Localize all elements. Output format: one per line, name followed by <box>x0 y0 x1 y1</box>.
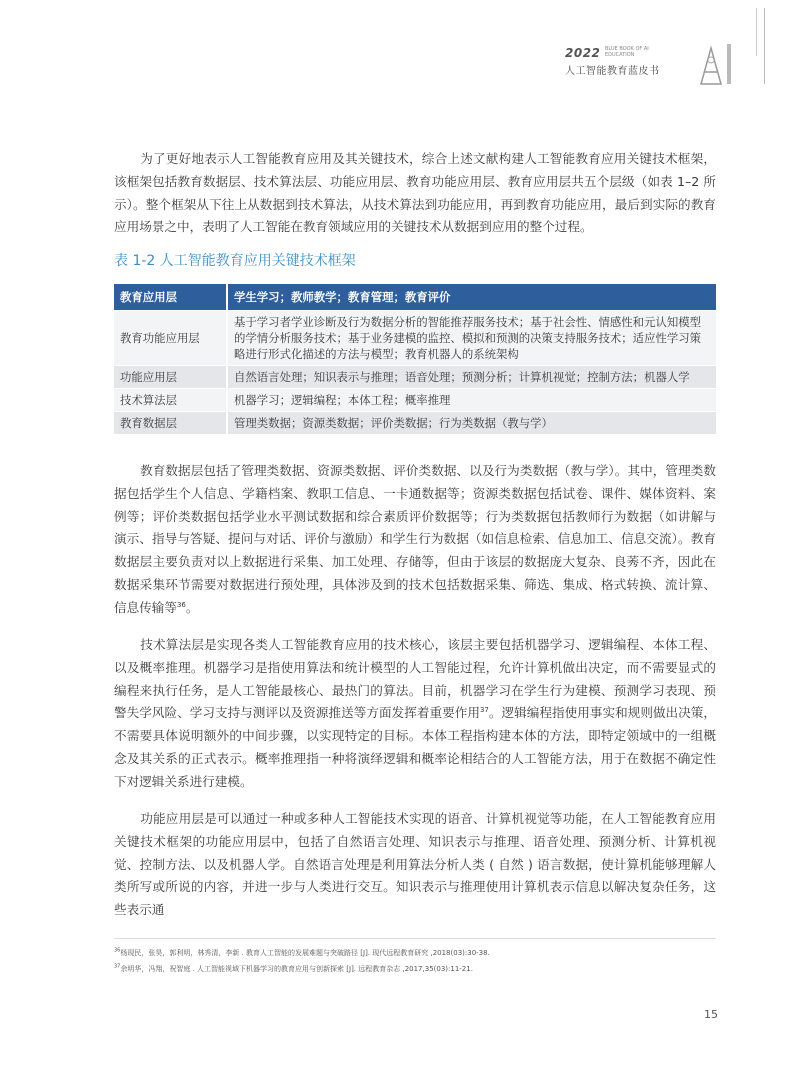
table-row <box>114 311 716 366</box>
header-divider <box>756 8 757 56</box>
header-year: 2022 <box>565 46 601 60</box>
framework-table <box>114 284 716 434</box>
intro-paragraph-text: 为了更好地表示人工智能教育应用及其关键技术，综合上述文献构建人工智能教育应用关键技术框架，该框架包括教育数据层、技术算法层、功能应用层、教育功能应用层、教育应用层共五个层级（如表 1–2 所示）。整个框架从下往上从数据到技术算法，从技术算法到功能应用，再到教育功能应用，最后到实际的教育应用场景之中，表明了人工智能在教育领域应用的关键技术从数据到应用的整个过程。 <box>114 151 716 235</box>
footnote-37 <box>114 964 716 974</box>
table-row <box>114 366 716 389</box>
algorithm-layer-text-a: 技术算法层是实现各类人工智能教育应用的技术核心，该层主要包括机器学习、逻辑编程、本体工程、以及概率推理。机器学习是指使用算法和统计模型的人工智能过程，允许计算机做出决定，而不需要显式的编程来执行任务，是人工智能最核心、最热门的算法。目前，机器学习在学生行为建模、预测学习表现、预警失学风险、学习支持与测评以及资源推送等方面发挥着重要作用 <box>114 637 716 721</box>
data-layer-paragraph <box>114 460 716 620</box>
footnote-text: 杨现民，张昊，郭利明，林秀清，李新 . 教育人工智能的发展难题与突破路径 [J]. 现代远程教育研究 ,2018(03):30-38. <box>120 949 490 957</box>
table-title: 表 1-2 人工智能教育应用关键技术框架 <box>114 253 356 269</box>
table-cell-layer: 教育功能应用层 <box>114 311 227 366</box>
footnote-ref-37[interactable]: 37 <box>479 706 489 715</box>
table-cell-content: 基于学习者学业诊断及行为数据分析的智能推荐服务技术；基于社会性、情感性和元认知模型的学情分析服务技术；基于业务建模的监控、模拟和预测的决策支持服务技术；适应性学习策略进行形式化描述的方法与模型；教育机器人的系统架构 <box>227 311 716 366</box>
footnote-text: 余明华，冯翔，祝智庭 . 人工智能视域下机器学习的教育应用与创新探索 [J]. 远程教育杂志 ,2017,35(03):11-21. <box>120 965 473 973</box>
footnote-ref-36[interactable]: 36 <box>176 600 186 609</box>
page-header <box>565 38 765 98</box>
footnote-36 <box>114 948 716 958</box>
ai-logo-icon <box>687 38 737 88</box>
data-layer-tail: 。 <box>185 599 199 615</box>
table-header-content: 学生学习；教师教学；教育管理；教育评价 <box>227 284 716 311</box>
table-row <box>114 412 716 435</box>
function-layer-paragraph <box>114 808 716 922</box>
footnote-number: 37 <box>114 963 121 970</box>
table-cell-content: 管理类数据；资源类数据；评价类数据；行为类数据（教与学） <box>227 412 716 435</box>
intro-paragraph <box>114 148 716 239</box>
table-cell-content: 自然语言处理；知识表示与推理；语音处理；预测分析；计算机视觉；控制方法；机器人学 <box>227 366 716 389</box>
header-subtitle: BLUE BOOK OF AI EDUCATION <box>605 46 649 58</box>
page-number: 15 <box>704 1008 718 1021</box>
header-title: 人工智能教育蓝皮书 <box>565 66 660 77</box>
header-divider <box>764 8 765 84</box>
table-header-row <box>114 284 716 311</box>
function-layer-text: 功能应用层是可以通过一种或多种人工智能技术实现的语音、计算机视觉等功能，在人工智能教育应用关键技术框架的功能应用层中，包括了自然语言处理、知识表示与推理、语音处理、预测分析、计算机视觉、控制方法、以及机器人学。自然语言处理是利用算法分析人类 ( 自然 ) 语言数据，使计算机能够理解人类所写或所说的内容，并进一步与人类进行交互。知识表示与推理使用计算机表示信息以解决复杂任务，这些表示通 <box>114 811 716 918</box>
footnote-number: 36 <box>114 947 121 954</box>
footnote-divider <box>114 938 716 939</box>
algorithm-layer-paragraph <box>114 634 716 794</box>
table-header-layer: 教育应用层 <box>114 284 227 311</box>
table-cell-content: 机器学习；逻辑编程；本体工程；概率推理 <box>227 389 716 412</box>
algorithm-layer-text-b: 。逻辑编程指使用事实和规则做出决策，不需要具体说明额外的中间步骤，以实现特定的目标。本体工程指构建本体的方法，即特定领域中的一组概念及其关系的正式表示。概率推理指一种将演绎逻辑和概率论相结合的人工智能方法，用于在数据不确定性下对逻辑关系进行建模。 <box>114 705 717 789</box>
table-cell-layer: 技术算法层 <box>114 389 227 412</box>
data-layer-text: 教育数据层包括了管理类数据、资源类数据、评价类数据、以及行为类数据（教与学）。其中，管理类数据包括学生个人信息、学籍档案、教职工信息、一卡通数据等；资源类数据包括试卷、课件、媒体资料、案例等；评价类数据包括学业水平测试数据和综合素质评价数据等；行为类数据包括教师行为数据（如讲解与演示、指导与答疑、提问与对话、评价与激励）和学生行为数据（如信息检索、信息加工、信息交流）。教育数据层主要负责对以上数据进行采集、加工处理、存储等，但由于该层的数据庞大复杂、良莠不齐，因此在数据采集环节需要对数据进行预处理，具体涉及到的技术包括数据采集、筛选、集成、格式转换、流计算、信息传输等 <box>114 463 716 615</box>
table-row <box>114 389 716 412</box>
table-cell-layer: 功能应用层 <box>114 366 227 389</box>
table-cell-layer: 教育数据层 <box>114 412 227 435</box>
